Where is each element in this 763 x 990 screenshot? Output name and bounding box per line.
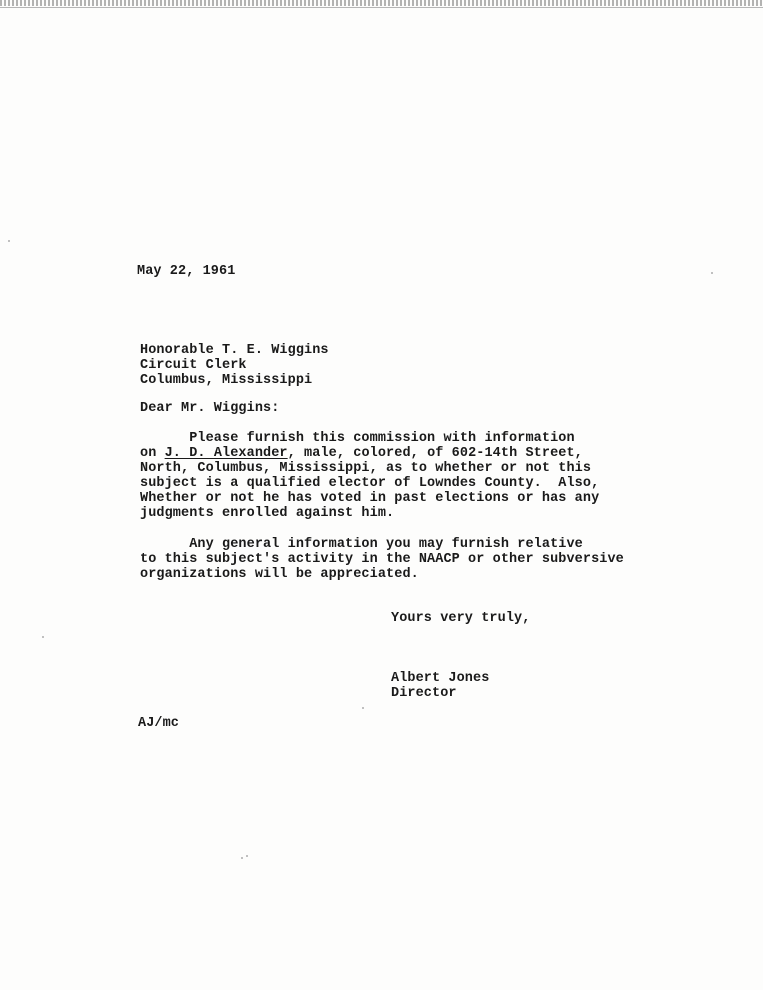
scanned-top-edge [0, 0, 763, 6]
signer-title: Director [391, 686, 457, 701]
signer-name: Albert Jones [391, 671, 490, 686]
recipient-location: Columbus, Mississippi [140, 373, 313, 388]
scan-speck [42, 636, 44, 638]
paragraph-line-suffix: , male, colored, of 602-14th Street, [287, 446, 583, 461]
recipient-title: Circuit Clerk [140, 358, 247, 373]
paragraph-line-prefix: on [140, 446, 165, 461]
subject-name: J. D. Alexander [164, 446, 288, 461]
paragraph-line: judgments enrolled against him. [140, 506, 395, 521]
recipient-address [140, 343, 329, 388]
signature-block [391, 671, 489, 701]
paragraph-line: Please furnish this commission with information [140, 431, 575, 446]
scan-speck [246, 855, 248, 857]
paragraph-line: North, Columbus, Mississippi, as to whether or not this [140, 461, 592, 476]
paragraph-line [140, 446, 599, 461]
letter-date: May 22, 1961 [137, 264, 236, 279]
scan-speck [8, 240, 10, 242]
paragraph-line: Whether or not he has voted in past elections or has any [140, 491, 600, 506]
scan-speck [711, 272, 713, 274]
salutation: Dear Mr. Wiggins: [140, 401, 280, 416]
reference-initials: AJ/mc [138, 716, 180, 731]
body-paragraph-2 [140, 537, 624, 582]
paragraph-line: to this subject's activity in the NAACP or other subversive [140, 552, 624, 567]
recipient-name: Honorable T. E. Wiggins [140, 343, 329, 358]
scan-speck [241, 857, 243, 859]
paragraph-line: Any general information you may furnish relative [140, 537, 583, 552]
scanned-top-edge-line [0, 7, 763, 8]
paragraph-line: organizations will be appreciated. [140, 567, 419, 582]
scan-speck [362, 707, 364, 709]
paragraph-line: subject is a qualified elector of Lowndes County. Also, [140, 476, 600, 491]
body-paragraph-1 [140, 431, 599, 521]
closing: Yours very truly, [391, 611, 531, 626]
